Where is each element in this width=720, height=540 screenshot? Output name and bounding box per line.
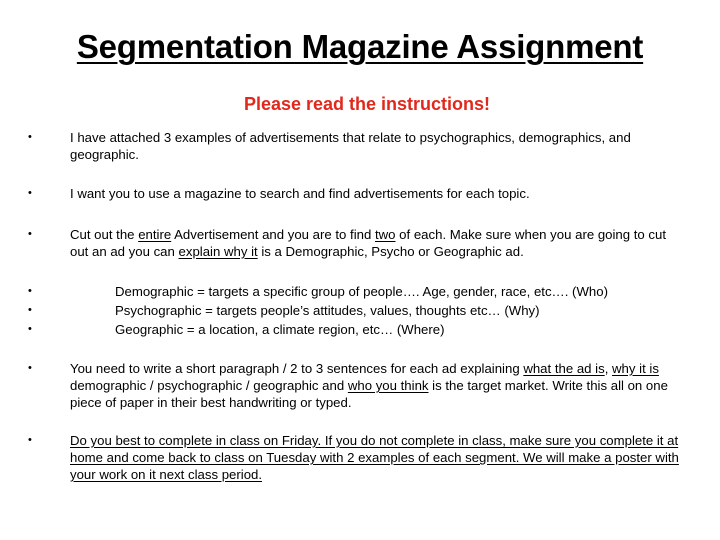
bullet-icon: • [28,323,32,335]
bullet-text: I want you to use a magazine to search and find advertisements for each topic. [70,186,530,201]
instructions-subtitle: Please read the instructions! [243,94,491,114]
emphasis-two: two [374,227,396,242]
bullet-text [70,226,682,260]
segment-item-psychographic [28,301,688,320]
text-segment: Cut out the [70,227,139,242]
segment-text: Demographic = targets a specific group of people…. Age, gender, race, etc…. (Who) [115,284,608,299]
emphasis-entire: entire [138,227,172,242]
bullet-icon: • [28,304,32,316]
emphasis-why-it-is: why it is [612,361,659,376]
segment-definitions [28,282,688,339]
segment-item-demographic [28,282,688,301]
text-segment: is a Demographic, Psycho or Geographic ad. [257,244,524,259]
page-title: Segmentation Magazine Assignment [76,28,644,65]
text-segment: is the target market. Write this all on one piece of paper in their best handwriting or typed. [70,378,668,410]
bullet-icon: • [28,187,32,199]
bullet-icon: • [28,362,32,374]
bullet-text [70,360,682,411]
text-segment: Advertisement and you are to find [171,227,375,242]
emphasis-who-you-think: who you think [347,378,429,393]
segment-text: Psychographic = targets people’s attitudes, values, thoughts etc… (Why) [115,303,540,318]
emphasis-what-the-ad-is: what the ad is [523,361,605,376]
bullet-icon: • [28,131,32,143]
bullet-icon: • [28,228,32,240]
text-segment: of each. Make sure when you are going to cut out an ad you can [70,227,667,259]
segment-item-geographic [28,320,688,339]
segment-text: Geographic = a location, a climate region, etc… (Where) [115,322,445,337]
bullet-icon: • [28,285,32,297]
text-segment: demographic / psychographic / geographic and [70,378,348,393]
bullet-text: I have attached 3 examples of advertisements that relate to psychographics, demographics, and geographic. [70,130,631,162]
text-segment: , [604,361,613,376]
bullet-text: Do you best to complete in class on Friday. If you do not complete in class, make sure you complete it at home and come back to class on Tuesday with 2 examples of each segment. We will make a poster with your work on it next class period. [70,433,679,482]
emphasis-explain-why: explain why it [178,244,258,259]
bullet-icon: • [28,434,32,446]
text-segment: You need to write a short paragraph / 2 to 3 sentences for each ad explaining [70,361,524,376]
